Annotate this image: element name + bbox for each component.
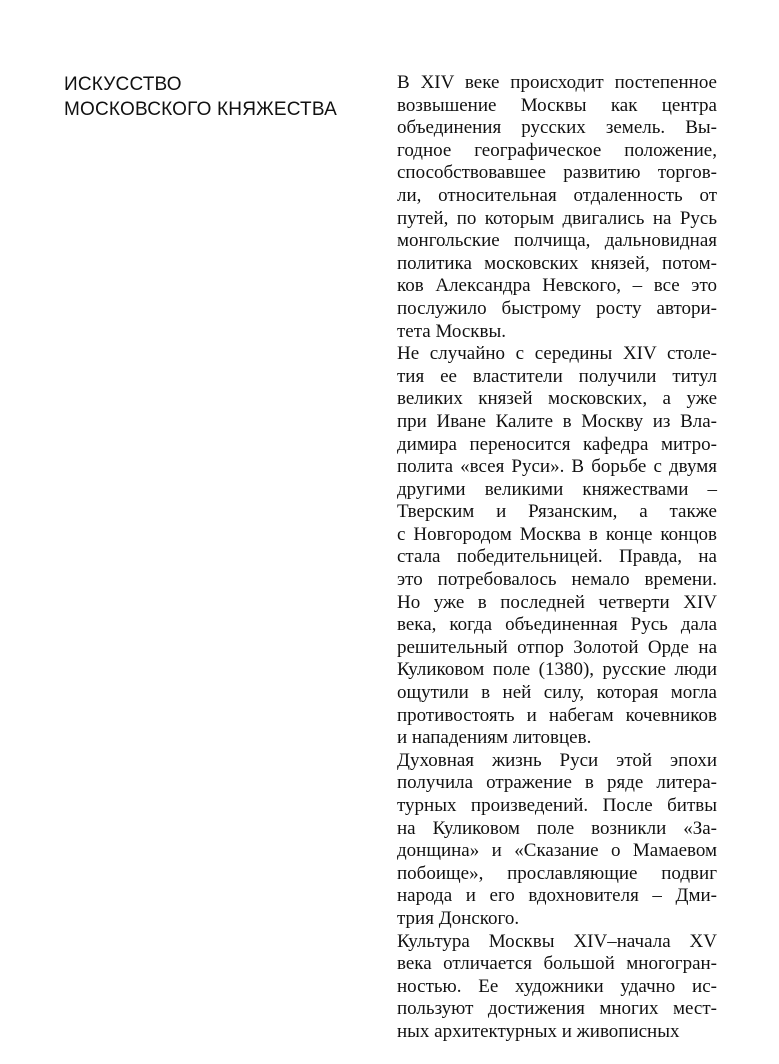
text-line: другими великими княжествами – bbox=[397, 478, 717, 500]
paragraph bbox=[397, 750, 717, 931]
text-line: Духовная жизнь Руси этой эпохи bbox=[397, 749, 717, 771]
heading-line-2: МОСКОВСКОГО КНЯЖЕСТВА bbox=[64, 99, 337, 120]
text-line: способствовавшее развитию торгов- bbox=[397, 162, 717, 184]
text-line: это потребовалось немало времени. bbox=[397, 569, 717, 591]
text-line: ощутили в ней силу, которая могла bbox=[397, 682, 717, 704]
body-text-column bbox=[397, 72, 717, 1044]
text-line: века отличается большой многогран- bbox=[397, 953, 717, 975]
section-heading bbox=[64, 72, 374, 122]
heading-line-1: ИСКУССТВО bbox=[64, 74, 182, 95]
text-line: решительный отпор Золотой Орде на bbox=[397, 636, 717, 658]
text-line: Тверским и Рязанским, а также bbox=[397, 501, 717, 523]
text-line: возвышение Москвы как центра bbox=[397, 94, 717, 116]
text-line: тета Москвы. bbox=[397, 320, 506, 342]
text-line: путей, по которым двигались на Русь bbox=[397, 207, 717, 229]
text-line: объединения русских земель. Вы- bbox=[397, 117, 717, 139]
text-line: побоище», прославляющие подвиг bbox=[397, 862, 717, 884]
text-line: Не случайно с середины XIV столе- bbox=[397, 343, 717, 365]
text-line: получила отражение в ряде литера- bbox=[397, 772, 717, 794]
text-line: политика московских князей, потом- bbox=[397, 252, 717, 274]
text-line: противостоять и набегам кочевников bbox=[397, 704, 717, 726]
text-line: трия Донского. bbox=[397, 907, 520, 929]
text-line: ков Александра Невского, – все это bbox=[397, 275, 717, 297]
paragraph bbox=[397, 343, 717, 750]
text-line: ли, относительная отдаленность от bbox=[397, 184, 717, 206]
text-line: с Новгородом Москва в конце концов bbox=[397, 523, 717, 545]
text-line: великих князей московских, а уже bbox=[397, 388, 717, 410]
text-line: Но уже в последней четверти XIV bbox=[397, 591, 717, 613]
text-line: донщина» и «Сказание о Мамаевом bbox=[397, 840, 717, 862]
text-line: ных архитектурных и живописных bbox=[397, 1020, 680, 1042]
text-line: димира переносится кафедра митро- bbox=[397, 433, 717, 455]
text-line: и нападениям литовцев. bbox=[397, 727, 592, 749]
text-line: Культура Москвы XIV–начала XV bbox=[397, 930, 717, 952]
paragraph bbox=[397, 931, 717, 1044]
text-line: века, когда объединенная Русь дала bbox=[397, 614, 717, 636]
text-line: монгольские полчища, дальновидная bbox=[397, 230, 717, 252]
text-line: послужило быстрому росту автори- bbox=[397, 297, 717, 319]
text-line: турных произведений. После битвы bbox=[397, 795, 717, 816]
text-line: В XIV веке происходит постепенное bbox=[397, 72, 717, 93]
text-line: при Иване Калите в Москву из Вла- bbox=[397, 410, 717, 432]
text-line: народа и его вдохновителя – Дми- bbox=[397, 885, 717, 907]
text-line: Куликовом поле (1380), русские люди bbox=[397, 659, 717, 681]
text-line: годное географическое положение, bbox=[397, 139, 717, 161]
text-line: на Куликовом поле возникли «За- bbox=[397, 817, 717, 839]
text-line: полита «всея Руси». В борьбе с двумя bbox=[397, 456, 717, 478]
text-line: пользуют достижения многих мест- bbox=[397, 998, 717, 1020]
text-line: стала победительницей. Правда, на bbox=[397, 546, 717, 568]
paragraph bbox=[397, 72, 717, 343]
text-line: тия ее властители получили титул bbox=[397, 365, 717, 387]
text-line: ностью. Ее художники удачно ис- bbox=[397, 975, 717, 997]
